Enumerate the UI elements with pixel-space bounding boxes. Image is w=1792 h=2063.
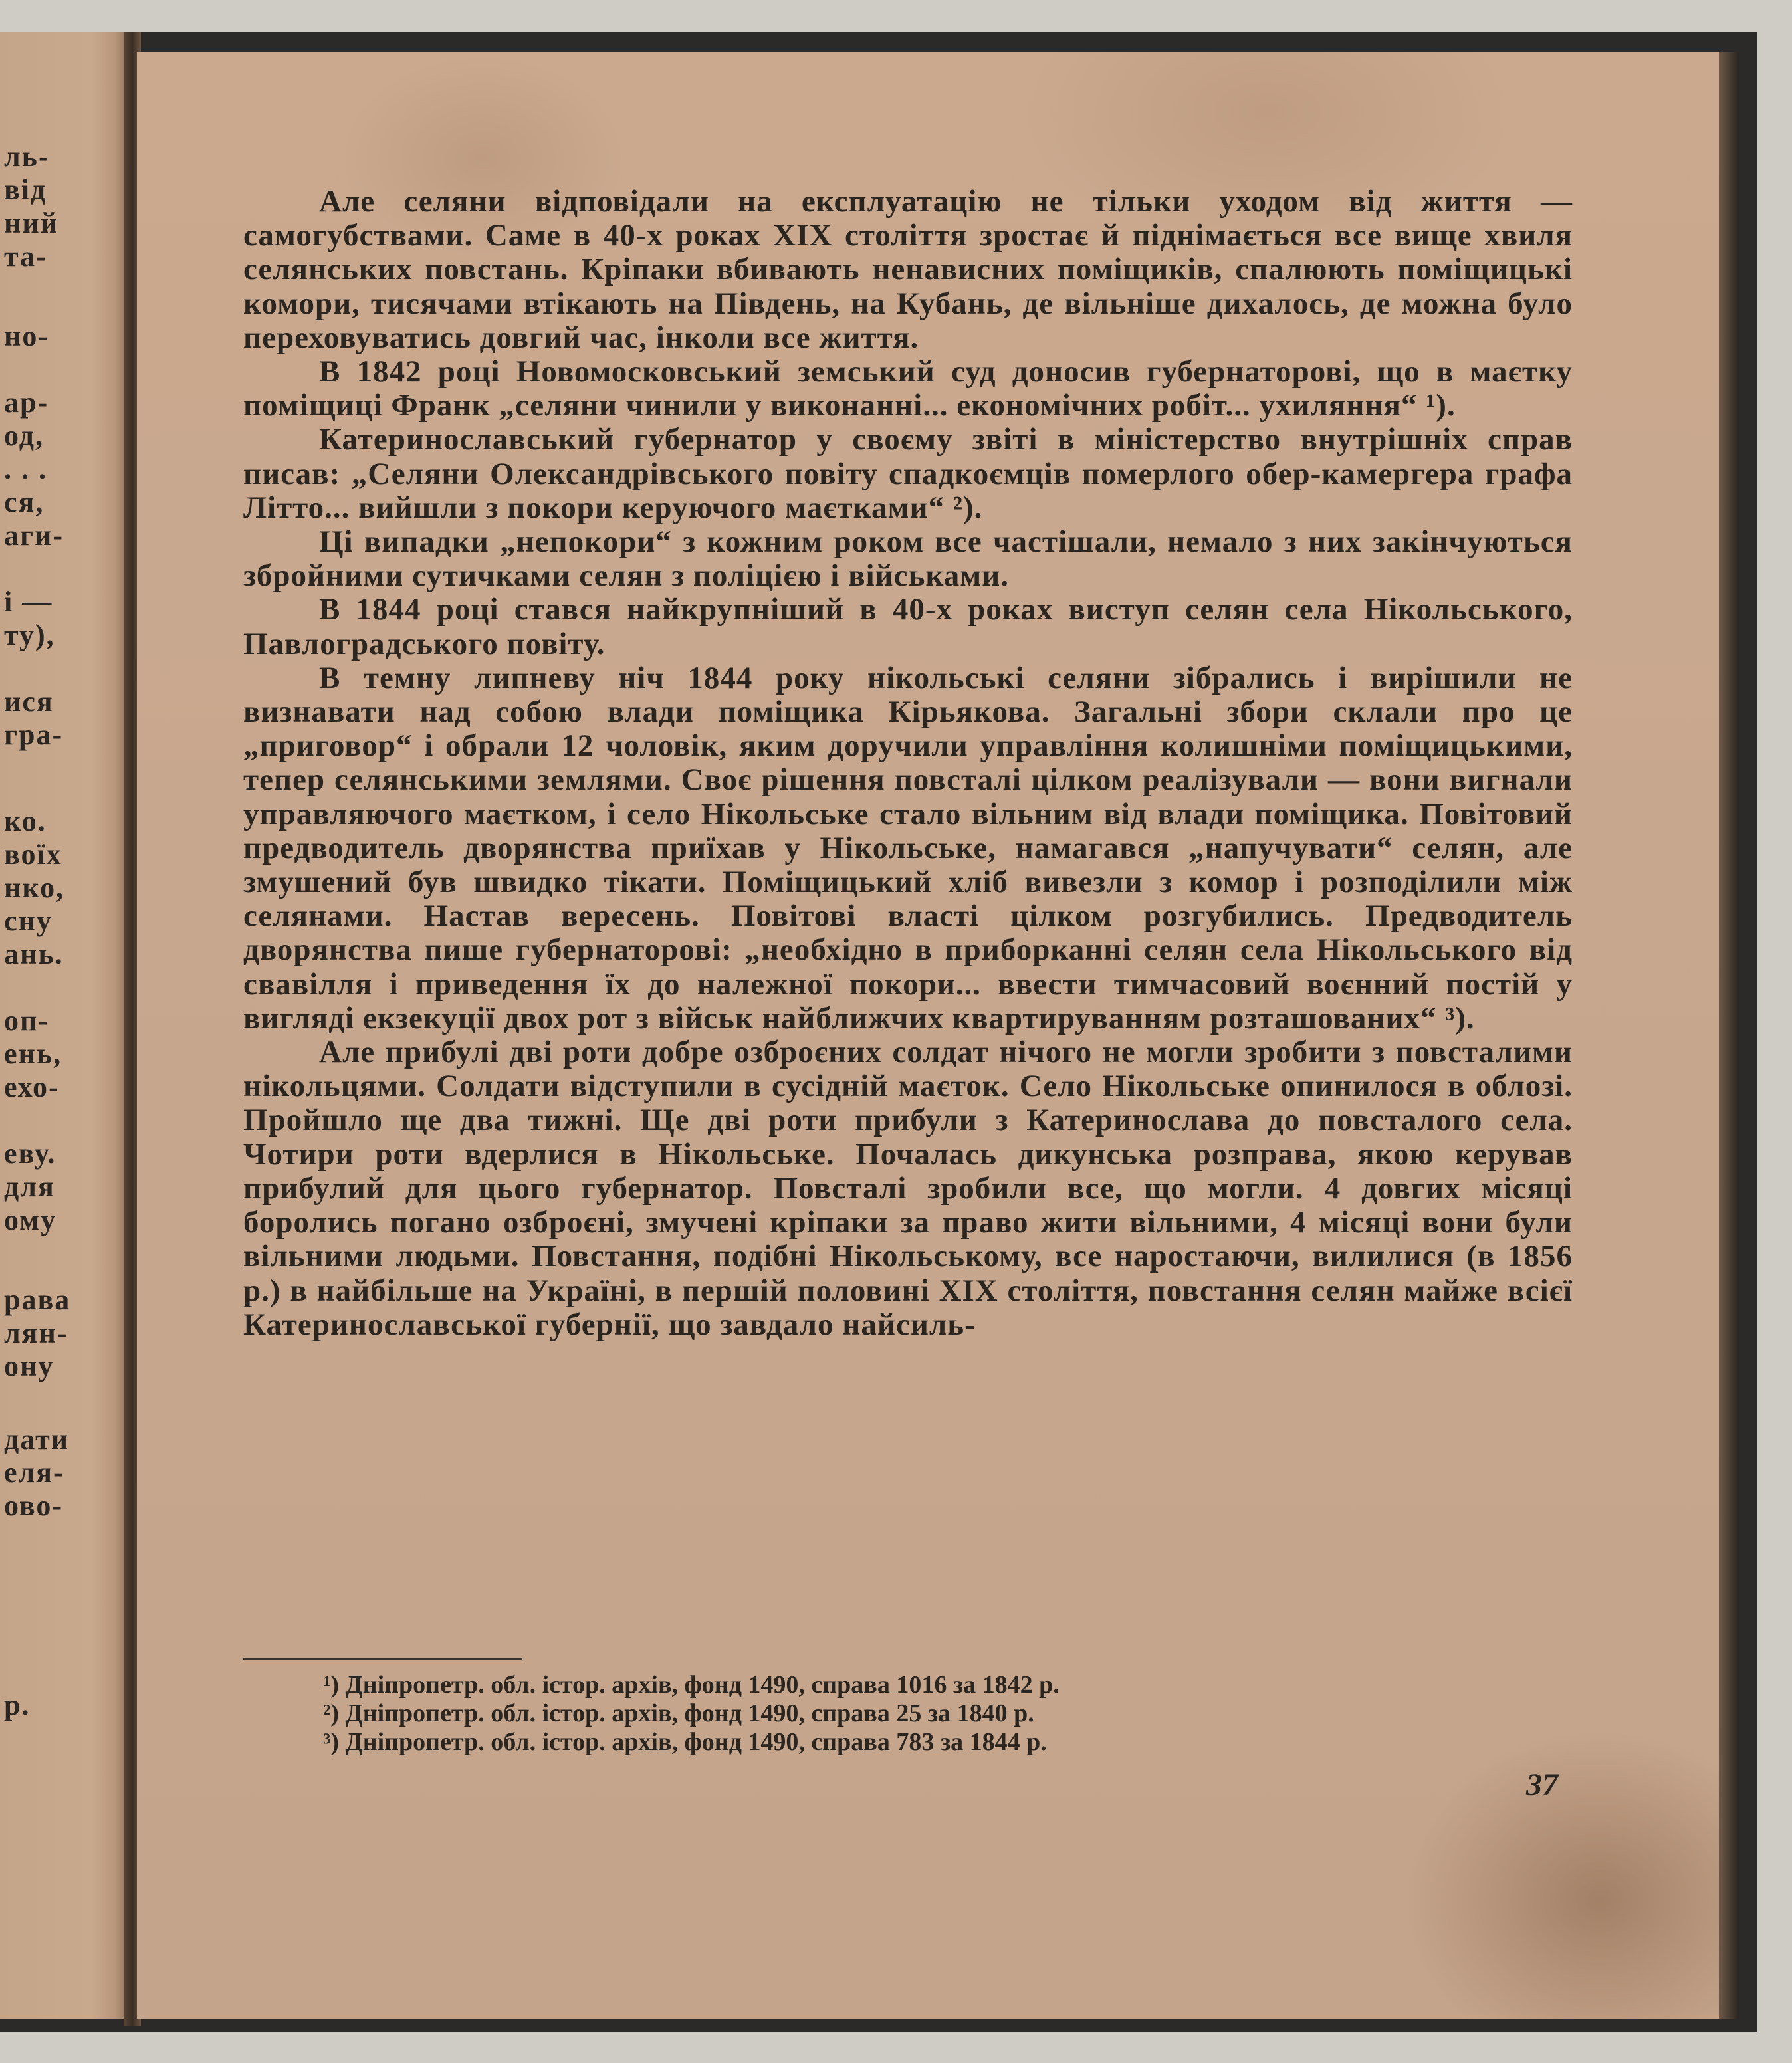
- left-page-fragment: ар-: [4, 386, 49, 419]
- left-page-fragment: ень,: [4, 1037, 62, 1070]
- left-page-fragment: ко.: [4, 805, 47, 837]
- page-number: 37: [1526, 1767, 1558, 1802]
- left-page-fragment: для: [4, 1170, 55, 1203]
- left-page-fragment: та-: [4, 240, 47, 272]
- page-edge-shadow: [1719, 52, 1739, 2019]
- left-page-fragment: ль-: [4, 140, 50, 173]
- left-page-fragment: еву.: [4, 1137, 56, 1170]
- left-page-fragment: од,: [4, 419, 44, 452]
- left-page-fragment: гра-: [4, 718, 64, 751]
- left-page-fragment: ону: [4, 1350, 55, 1382]
- left-page-fragment: ися: [4, 685, 54, 718]
- left-page-fragment: оп-: [4, 1004, 50, 1037]
- paragraph-4: Ці випадки „непокори“ з кожним роком все частішали, немало з них закінчуються збройними сутичками селян з поліцією і військами.: [243, 524, 1573, 594]
- left-page-fragment: еля-: [4, 1456, 64, 1489]
- left-page-fragment: ся,: [4, 486, 45, 518]
- left-page-fragment: і —: [4, 586, 53, 618]
- body-text: [243, 185, 1573, 1342]
- left-page-fragment: від: [4, 173, 47, 206]
- left-page-fragment: лян-: [4, 1317, 68, 1349]
- left-page-fragment: ово-: [4, 1489, 64, 1522]
- left-page-fragment: ний: [4, 207, 59, 239]
- left-page-edge: [0, 32, 130, 2019]
- left-page-fragment: ань.: [4, 938, 64, 970]
- footnote-3: ³) Дніпропетр. обл. істор. архів, фонд 1490, справа 783 за 1844 р.: [323, 1728, 1047, 1756]
- left-page-fragment: . . .: [4, 453, 47, 485]
- left-page-fragment: ому: [4, 1204, 57, 1236]
- paragraph-1: Але селяни відповідали на експлуатацію не тільки уходом від життя — самогубствами. Саме в 40-х роках XIX століття зростає й піднімається все вище хвиля селянських повстань. Кріпаки вбивають ненависних поміщиків, спалюють поміщицькі комори, тисячами втікають на Південь, на Кубань, де вільніше дихалось, де можна було переховуватись довгий час, інколи все життя.: [243, 184, 1573, 355]
- left-page-fragment: ту),: [4, 619, 55, 651]
- paragraph-5: В 1844 році стався найкрупніший в 40-х роках виступ селян села Нікольського, Павлоградського повіту.: [243, 592, 1573, 661]
- paragraph-7: Але прибулі дві роти добре озброєних солдат нічого не могли зробити з повсталими нікольцями. Солдати відступили в сусідній маєток. Село Нікольське опинилося в облозі. Пройшло ще два тижні. Ще дві роти прибули з Катеринослава до повсталого села. Чотири роти вдерлися в Нікольське. Почалась дикунська розправа, якою керував прибулий для цього губернатор. Повсталі зробили все, що могли. 4 довгих місяці боролись погано озброєні, змучені кріпаки за право жити вільними, 4 місяці вони були вільними людьми. Повстання, подібні Нікольському, все наростаючи, вилилися (в 1856 р.) в найбільше на Україні, в першій половині XIX століття, повстання селян майже всієї Катеринославської губернії, що завдало найсиль-: [243, 1035, 1573, 1342]
- paragraph-2: В 1842 році Новомосковський земський суд доносив губернаторові, що в маєтку поміщиці Франк „селяни чинили у виконанні... економічних робіт... ухиляння“ ¹).: [243, 354, 1573, 423]
- footnote-2: ²) Дніпропетр. обл. істор. архів, фонд 1490, справа 25 за 1840 р.: [323, 1699, 1034, 1727]
- left-page-fragment: дати: [4, 1423, 70, 1456]
- paragraph-6: В темну липневу ніч 1844 року нікольські селяни зібрались і вирішили не визнавати над собою влади поміщика Кірьякова. Загальні збори склали про це „приговор“ і обрали 12 чоловік, яким доручили управління колишніми поміщицькими, тепер селянськими землями. Своє рішення повсталі цілком реалізували — вони вигнали управляючого маєтком, і село Нікольське стало вільним від влади поміщика. Повітовий предводитель дворянства приїхав у Нікольське, намагався „напучувати“ селян, але змушений був швидко тікати. Поміщицький хліб вивезли з комор і розподілили між селянами. Настав вересень. Повітові власті цілком розгубились. Предводитель дворянства пише губернаторові: „необхідно в приборканні селян села Нікольського від свавілля і приведення їх до належної покори... ввести тимчасовий воєнний постій у вигляді екзекуції двох рот з військ найближчих квартируванням розташованих“ ³).: [243, 660, 1573, 1035]
- left-page-fragment: аги-: [4, 519, 64, 552]
- paragraph-3: Катеринославський губернатор у своєму звіті в міністерство внутрішніх справ писав: „Селяни Олександрівського повіту спадкоємців померлого обер-камергера графа Літто... вийшли з покори керуючого маєтками“ ²).: [243, 422, 1573, 525]
- left-page-fragment: ехо-: [4, 1071, 60, 1103]
- left-page-fragment: рава: [4, 1283, 71, 1316]
- left-page-fragment: сну: [4, 905, 53, 937]
- left-page-fragment: но-: [4, 320, 50, 352]
- left-page-fragment: воїх: [4, 838, 62, 871]
- left-page-fragment: нко,: [4, 871, 65, 904]
- footnote-1: ¹) Дніпропетр. обл. істор. архів, фонд 1490, справа 1016 за 1842 р.: [323, 1671, 1060, 1699]
- left-page-fragment: р.: [4, 1689, 31, 1721]
- book-page: [137, 52, 1726, 2019]
- footnotes: [323, 1671, 1519, 1757]
- footnote-divider: [243, 1658, 522, 1660]
